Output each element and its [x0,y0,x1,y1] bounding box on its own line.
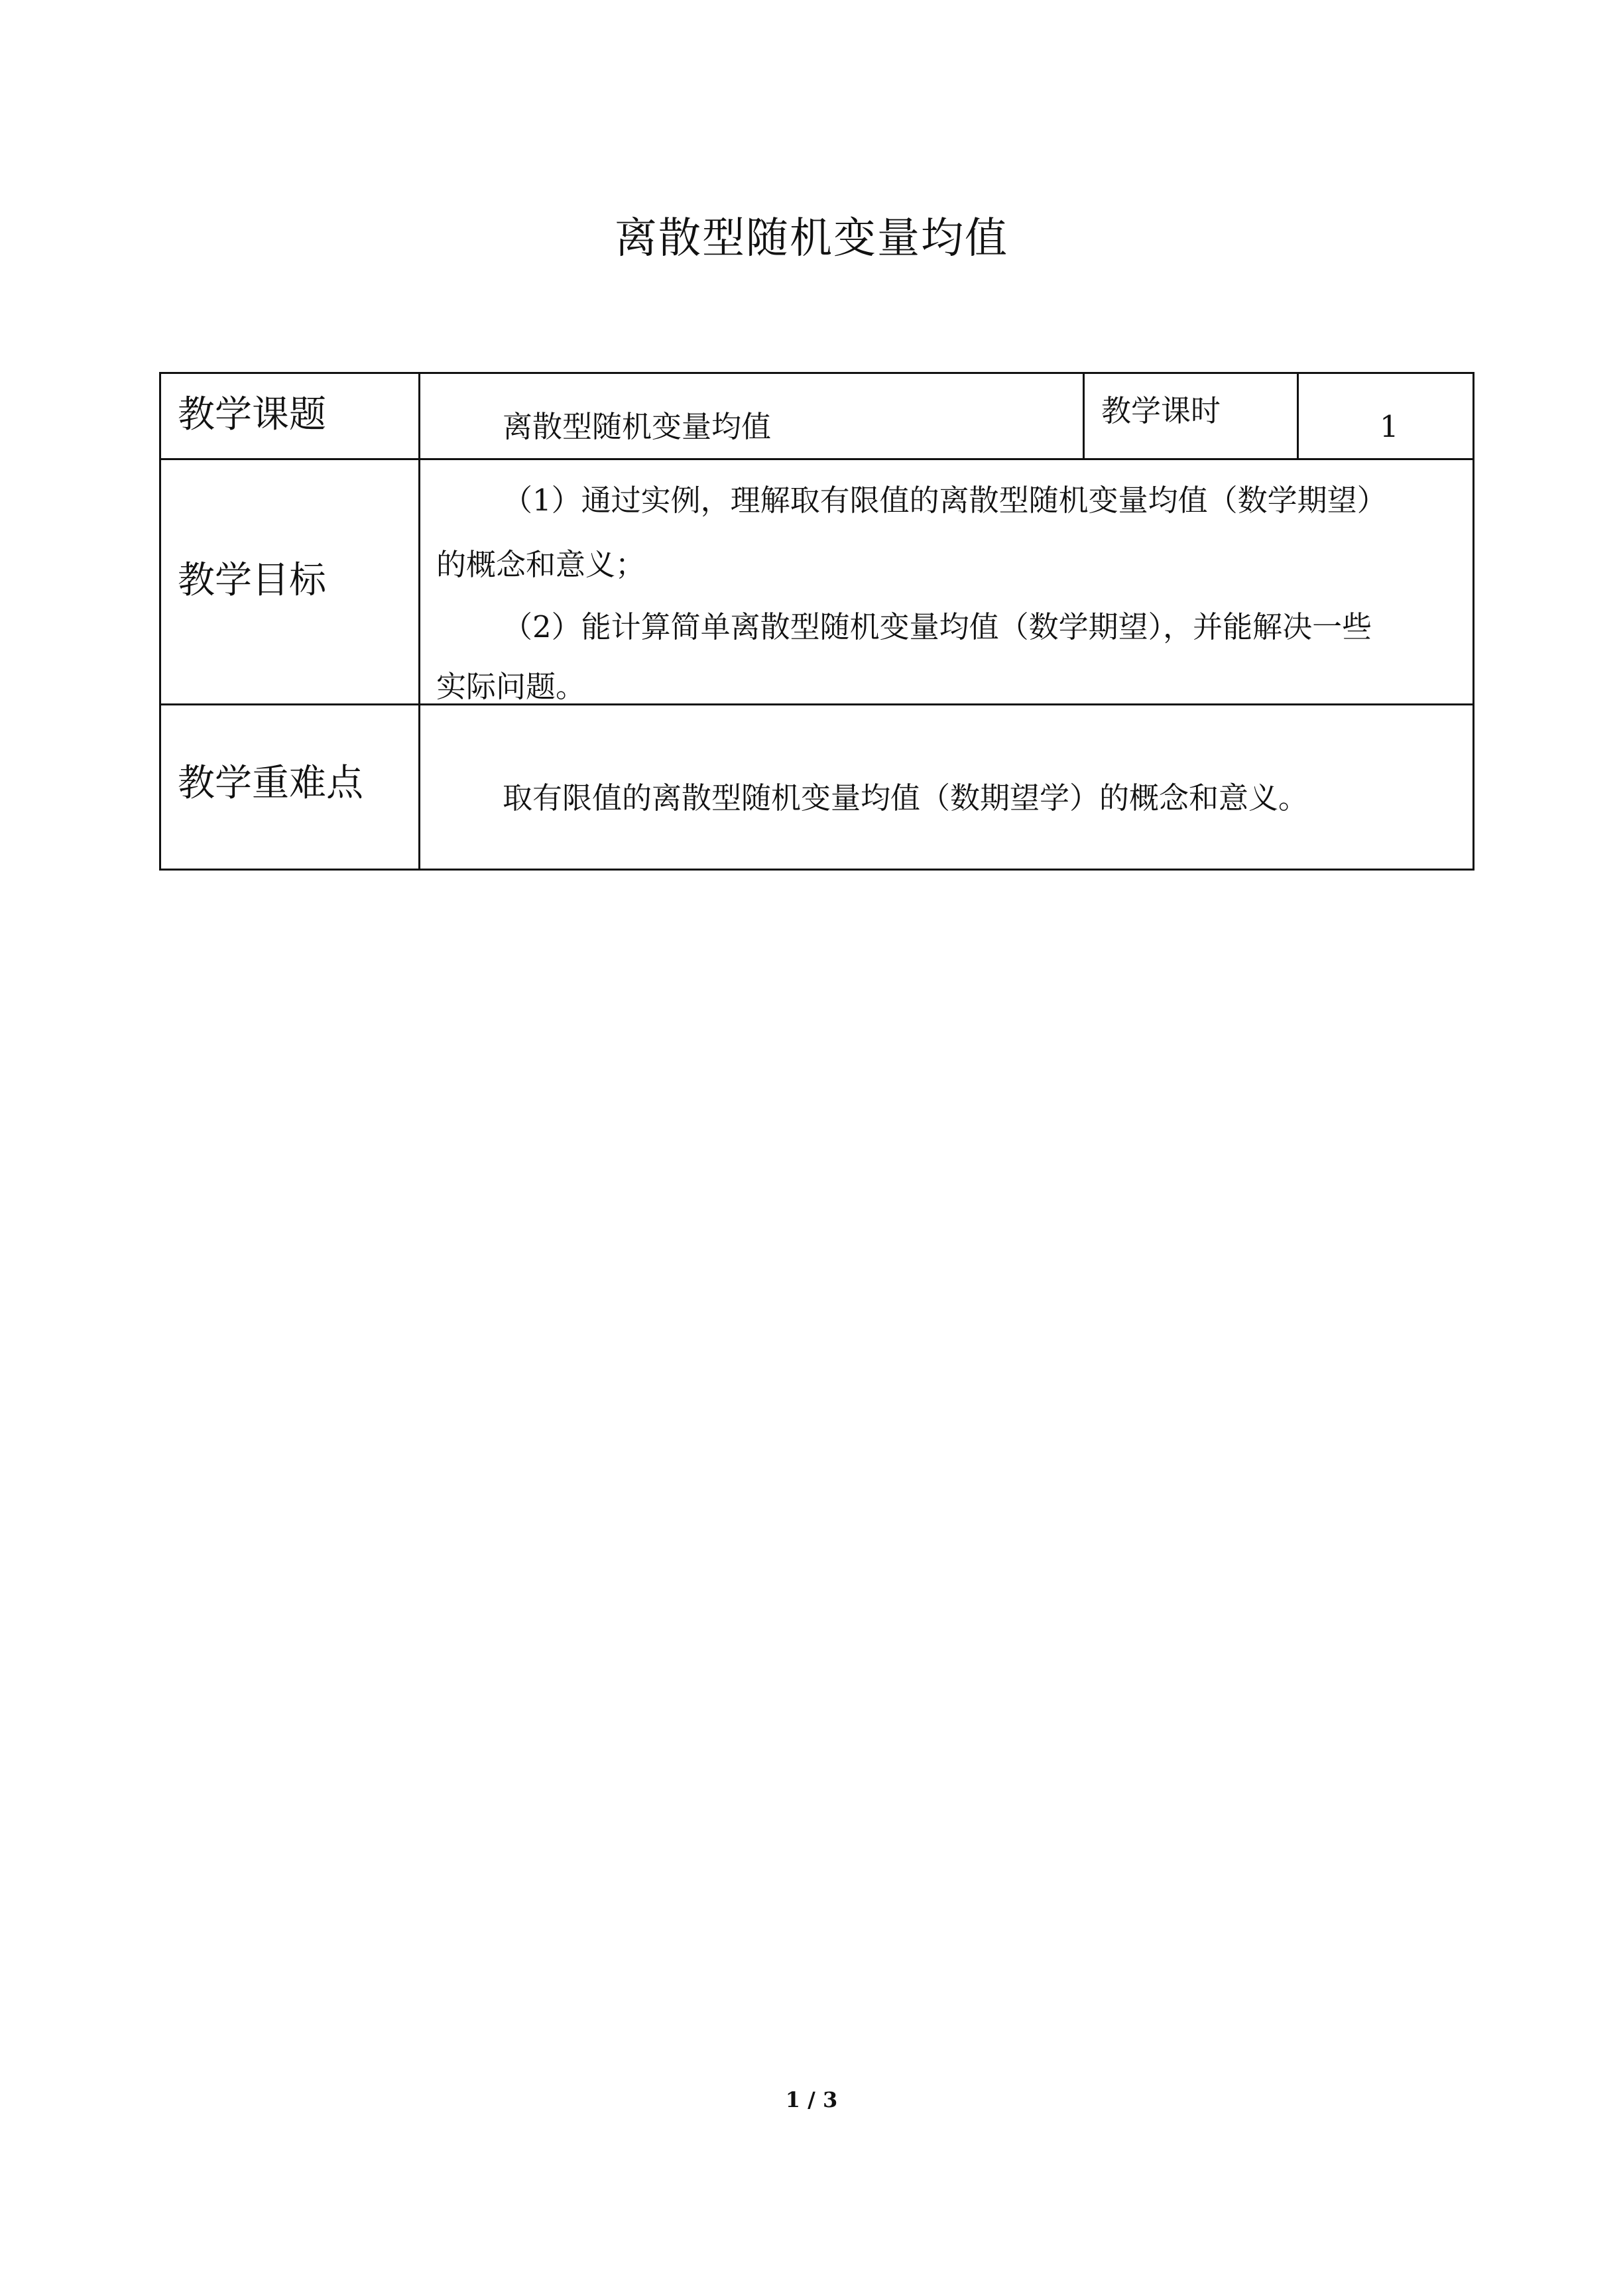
lesson-info-table [159,372,1474,871]
objective-line-1: （1）通过实例，理解取有限值的离散型随机变量均值（数学期望） [503,483,1387,518]
page-number: 1 / 3 [785,2087,838,2112]
document-title: 离散型随机变量均值 [615,214,1008,263]
objective-line-2: 的概念和意义； [436,547,646,582]
row-divider-2 [161,703,1473,705]
column-divider-label [418,374,420,869]
column-divider-hours-label [1083,374,1085,458]
hours-label: 教学课时 [1101,393,1221,428]
objectives-label: 教学目标 [178,559,326,602]
key-points-label: 教学重难点 [178,762,363,805]
key-points-text: 取有限值的离散型随机变量均值（数期望学）的概念和意义。 [503,780,1309,816]
topic-label: 教学课题 [178,393,326,436]
hours-value: 1 [1380,409,1399,444]
column-divider-hours-value [1297,374,1299,458]
row-divider-1 [161,458,1473,460]
objective-line-3: （2）能计算简单离散型随机变量均值（数学期望），并能解决一些 [503,609,1372,644]
topic-value: 离散型随机变量均值 [503,409,772,444]
objective-line-4: 实际问题。 [436,669,586,704]
